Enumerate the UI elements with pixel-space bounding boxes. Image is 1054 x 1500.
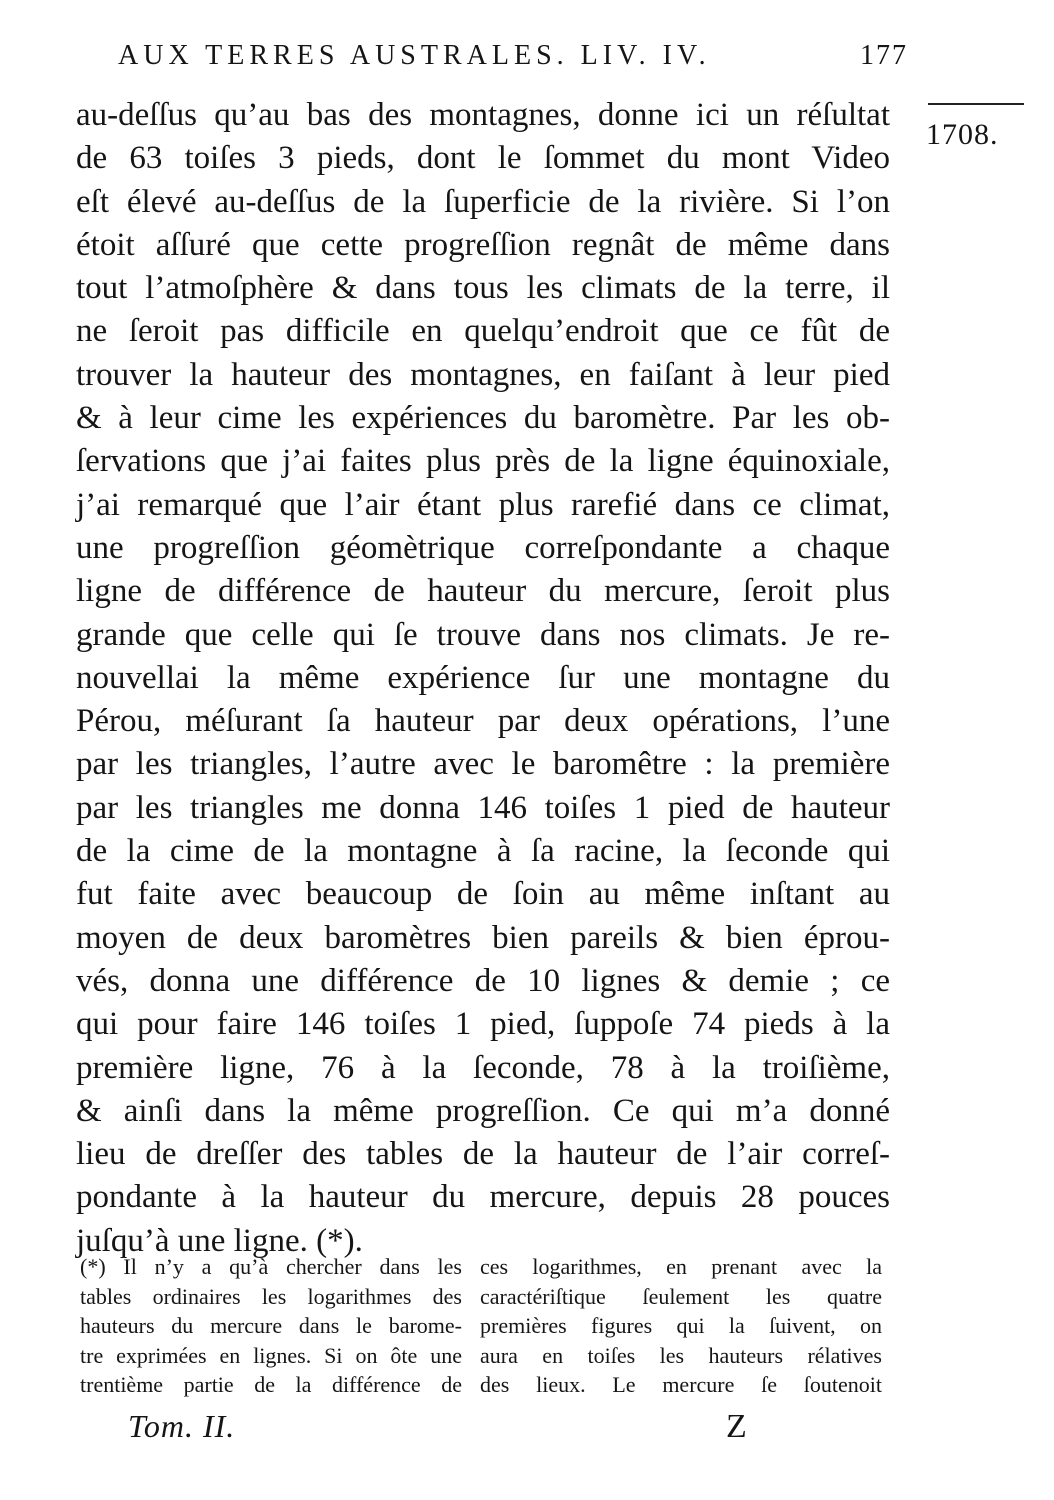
text-line: nouvellai la même expérience ſur une montagne du [76,659,890,696]
footnote-line: tables ordinaires les logarithmes des [80,1283,462,1309]
text-line: ne ſeroit pas difficile en quelqu’endroit que ce fût de [76,313,890,350]
text-line: qui pour faire 146 toiſes 1 pied, ſuppoſe 74 pieds à la [76,1006,890,1043]
footnote-line: caractériſtique ſeulement les quatre [480,1283,882,1309]
margin-rule [928,103,1024,105]
volume-signature: Tom. II. [128,1408,236,1444]
running-head [118,40,908,84]
text-line: & ainſi dans la même progreſſion. Ce qui m’a donné [76,1092,890,1129]
text-line: une progreſſion géomètrique correſpondante a chaque [76,529,890,566]
footnote-line: trentième partie de la différence de [80,1372,462,1397]
text-line: eſt élevé au-deſſus de la ſuperficie de la rivière. Si l’on [76,183,890,220]
signature-mark: Z [726,1408,747,1445]
footnote-line: tre exprimées en lignes. Si on ôte une [80,1342,462,1368]
text-line: Pérou, méſurant ſa hauteur par deux opérations, l’une [76,703,890,740]
footnote-line: hauteurs du mercure dans le barome- [80,1313,462,1338]
text-line: moyen de deux baromètres bien pareils & bien éprou- [76,919,890,956]
footnote-line: des lieux. Le mercure ſe ſoutenoit [480,1372,882,1397]
text-line: lieu de dreſſer des tables de la hauteur de l’air correſ- [76,1136,890,1173]
text-line: par les triangles me donna 146 toiſes 1 pied de hauteur [76,789,890,826]
main-text [76,94,890,1263]
footnote-line: ces logarithmes, en prenant avec la [480,1254,882,1279]
footnote-line: aura en toiſes les hauteurs rélatives [480,1342,882,1368]
text-line: étoit aſſuré que cette progreſſion regnât de même dans [76,226,890,263]
text-line: de 63 toiſes 3 pieds, dont le ſommet du mont Video [76,140,890,177]
text-line: tout l’atmoſphère & dans tous les climats de la terre, il [76,270,890,307]
footnote-line: (*) Il n’y a qu’à chercher dans les [80,1254,462,1279]
text-line: trouver la hauteur des montagnes, en faiſant à leur pied [76,356,890,393]
text-line: de la cime de la montagne à ſa racine, la ſeconde qui [76,833,890,870]
page-number: 177 [860,40,908,71]
text-line: vés, donna une différence de 10 lignes & demie ; ce [76,962,890,999]
footnote-column-right [480,1252,882,1400]
text-line: fut faite avec beaucoup de ſoin au même inſtant au [76,876,890,913]
running-title: AUX TERRES AUSTRALES. LIV. IV. [118,40,711,71]
text-line: juſqu’à une ligne. (*). [76,1222,363,1259]
text-line: & à leur cime les expériences du baromètre. Par les ob- [76,400,890,437]
text-line: par les triangles, l’autre avec le baromêtre : la première [76,746,890,783]
text-line: pondante à la hauteur du mercure, depuis 28 pouces [76,1179,890,1216]
text-line: première ligne, 76 à la ſeconde, 78 à la troiſième, [76,1049,890,1086]
text-line: ſervations que j’ai faites plus près de la ligne équinoxiale, [76,443,890,480]
footnote-line: premières figures qui la ſuivent, on [480,1313,882,1338]
text-line: au-deſſus qu’au bas des montagnes, donne ici un réſultat [76,97,890,133]
text-line: j’ai remarqué que l’air étant plus rarefié dans ce climat, [76,486,890,523]
text-line: grande que celle qui ſe trouve dans nos climats. Je re- [76,616,890,653]
text-line: ligne de différence de hauteur du mercure, ſeroit plus [76,573,890,610]
margin-year: 1708. [926,118,999,151]
footnote-column-left [80,1252,462,1400]
